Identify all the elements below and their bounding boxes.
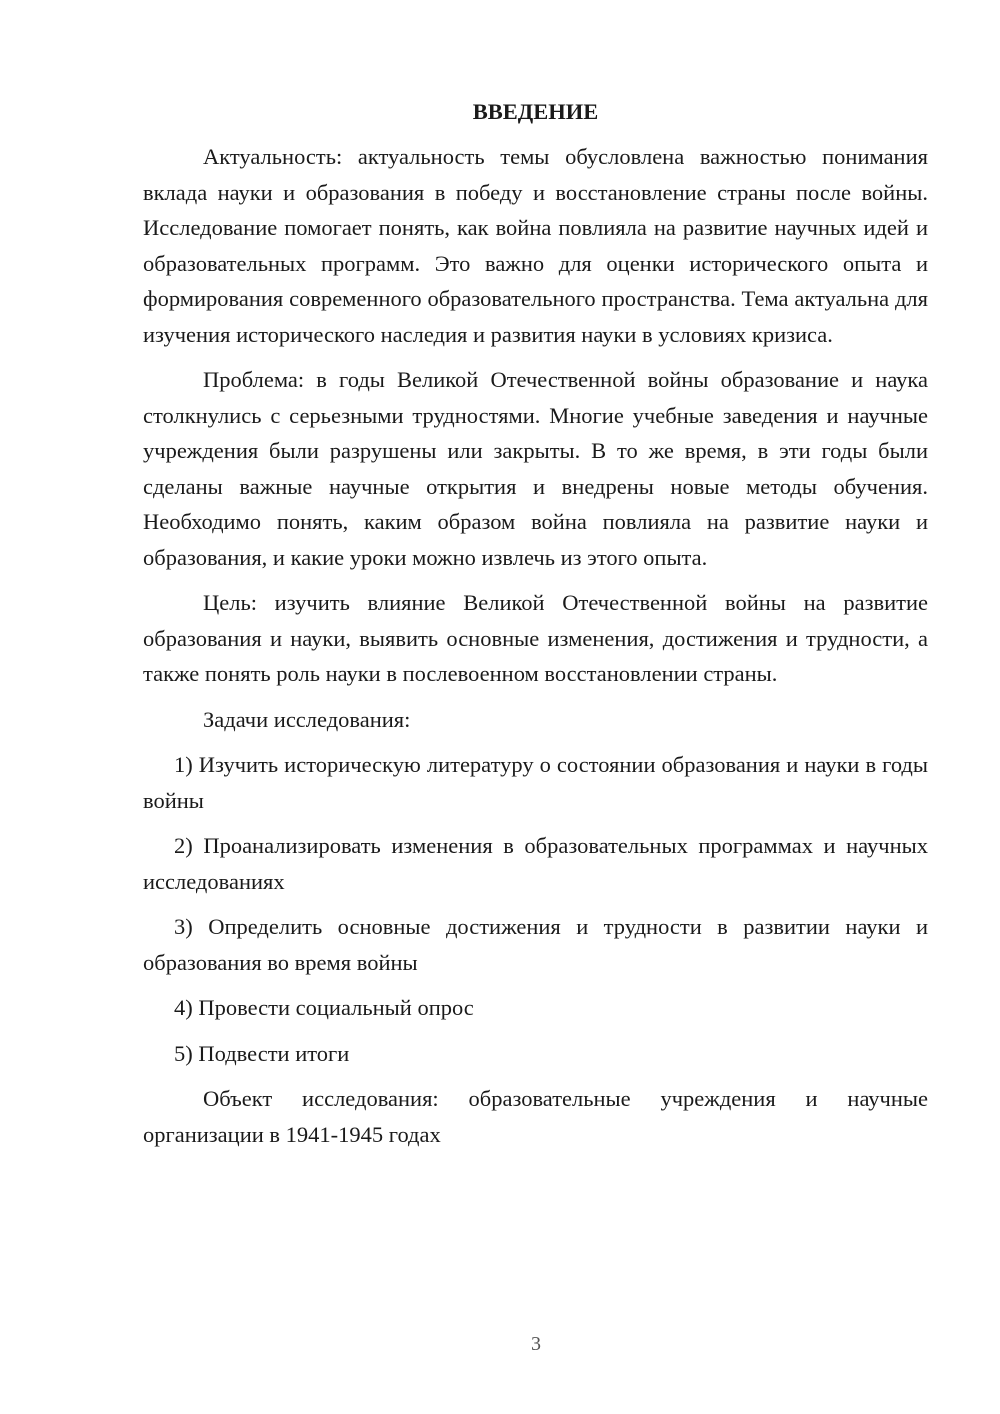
document-page [143, 95, 928, 1162]
relevance-paragraph: Актуальность: актуальность темы обусловлена важностью понимания вклада науки и образования в победу и восстановление страны после войны. Исследование помогает понять, как война повлияла на развитие научных идей и образовательных программ. Это важно для оценки исторического опыта и формирования современного образовательного пространства. Тема актуальна для изучения исторического наследия и развития науки в условиях кризиса. [143, 144, 928, 347]
page-number: 3 [531, 1333, 541, 1355]
object-paragraph: Объект исследования: образовательные учреждения и научные организации в 1941-1945 годах [143, 1086, 928, 1147]
task-item-3: 3) Определить основные достижения и трудности в развитии науки и образования во время войны [143, 914, 928, 975]
task-item-5: 5) Подвести итоги [174, 1040, 350, 1066]
goal-paragraph: Цель: изучить влияние Великой Отечественной войны на развитие образования и науки, выявить основные изменения, достижения и трудности, а также понять роль науки в послевоенном восстановлении страны. [143, 590, 928, 686]
task-item-1: 1) Изучить историческую литературу о состоянии образования и науки в годы войны [143, 752, 928, 813]
task-item-4: 4) Провести социальный опрос [174, 995, 474, 1020]
problem-paragraph: Проблема: в годы Великой Отечественной войны образование и наука столкнулись с серьезными трудностями. Многие учебные заведения и научные учреждения были разрушены или закрыты. В то же время, в эти годы были сделаны важные научные открытия и внедрены новые методы обучения. Необходимо понять, каким образом война повлияла на развитие науки и образования, и какие уроки можно извлечь из этого опыта. [143, 367, 928, 570]
tasks-title: Задачи исследования: [203, 706, 411, 732]
task-item-2: 2) Проанализировать изменения в образовательных программах и научных исследованиях [143, 833, 928, 894]
section-heading: ВВЕДЕНИЕ [472, 99, 599, 124]
